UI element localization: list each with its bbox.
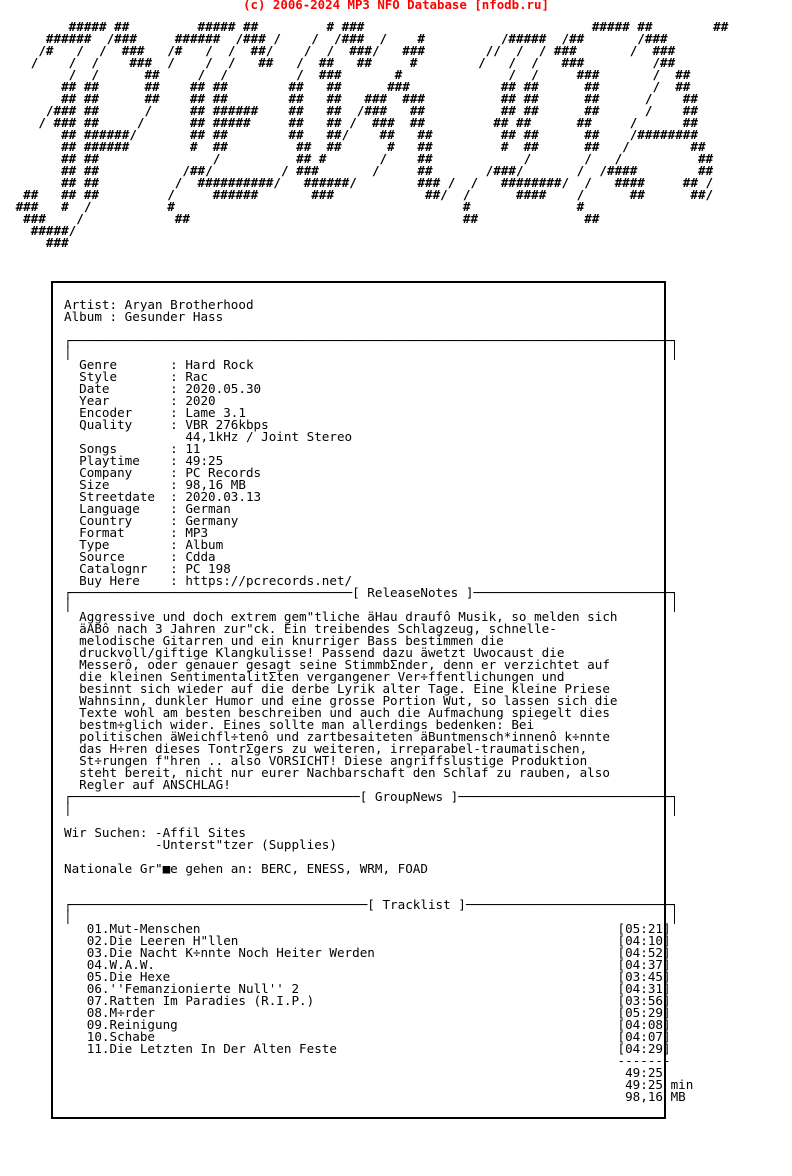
nfo-line: ┌──────────────────────────────────────[ GroupNews ]────────────────────────────┐: [64, 789, 679, 804]
nfo-line: Style : Rac: [64, 369, 209, 384]
nfo-line: 49:25 min: [64, 1077, 694, 1092]
nfo-line: ┌───────────────────────────────────────────────────────────────────────────────┐: [64, 333, 679, 348]
nfo-line: │ │: [64, 597, 679, 612]
logo-art-line: ## ## / ##########/ ######/ ### / / ########/ / #### ## /: [8, 175, 714, 190]
nfo-line: äABô nach 3 Jahren zur"ck. Ein treibendes Schlagzeug, schnelle-: [64, 621, 557, 636]
logo-art-line: /# / / ### /# / / ##/ / / ###/ ### // / / ### / ###: [8, 43, 676, 58]
logo-art-line: ###: [8, 235, 69, 250]
logo-art-line: ## ## ## ## ## ## ## ### ### ## ## ## / ##: [8, 91, 698, 106]
nfo-line: Wahnsinn, dunkler Humor und eine grosse Portion Wut, so lassen sich die: [64, 693, 618, 708]
nfo-line: Messerô, oder genauer gesagt seine StimmbΣnder, denn er verzichtet auf: [64, 657, 610, 672]
logo-art-line: ## ###### # ## ## ## # ## # ## ## / ##: [8, 139, 706, 154]
nfo-line: melodische Gitarren und ein knurriger Bass bestimmen die: [64, 633, 504, 648]
nfo-line: Artist: Aryan Brotherhood: [64, 297, 254, 312]
nfo-line: 98,16 MB: [64, 1089, 686, 1104]
nfo-line: │ │: [64, 345, 679, 360]
nfo-line: Wir Suchen: -Affil Sites: [64, 825, 246, 840]
nfo-line: Language : German: [64, 501, 231, 516]
nfo-line: die kleinen SentimentalitΣten vergangener Ver÷ffentlichungen und: [64, 669, 565, 684]
nfo-line: 49:25: [64, 1065, 663, 1080]
site-credit: (c) 2006-2024 MP3 NFO Database [nfodb.ru]: [243, 0, 549, 12]
nfo-line: Texte wohl am besten beschreiben und auch die Aufmachung spiegelt dies: [64, 705, 610, 720]
logo-art-line: ## ## / ## # / ## / / / ##: [8, 151, 714, 166]
nfo-line: 04.W.A.W. [04:37]: [64, 957, 671, 972]
nfo-line: 44,1kHz / Joint Stereo: [64, 429, 353, 444]
logo-art-line: / / ## / / / ### # / / ### / ##: [8, 67, 691, 82]
nfo-line: St÷rungen f"hren .. also VORSICHT! Diese angriffslustige Produktion: [64, 753, 588, 768]
nfo-line: 06.''Femanzionierte Null'' 2 [04:31]: [64, 981, 671, 996]
nfo-line: Source : Cdda: [64, 549, 216, 564]
nfo-line: Date : 2020.05.30: [64, 381, 262, 396]
nfo-line: Regler auf ANSCHLAG!: [64, 777, 231, 792]
nfo-line: besinnt sich wieder auf die derbe Lyrik alter Tage. Eine kleine Priese: [64, 681, 610, 696]
logo-art-line: ### # / # # #: [8, 199, 585, 214]
nfo-line: 10.Schabe [04:07]: [64, 1029, 671, 1044]
nfo-line: 08.M÷rder [05:29]: [64, 1005, 671, 1020]
nfo-line: bestm÷glich wider. Eines sollte man allerdings bedenken: Bei: [64, 717, 535, 732]
logo-art-line: ##### ## ##### ## # ### ##### ## ##: [8, 19, 729, 34]
nfo-line: Genre : Hard Rock: [64, 357, 254, 372]
nfo-line: ┌───────────────────────────────────────[ Tracklist ]───────────────────────────┐: [64, 897, 679, 912]
nfo-line: -------: [64, 1053, 671, 1068]
nfo-text: [64, 299, 693, 1103]
nfo-line: Playtime : 49:25: [64, 453, 224, 468]
nfo-line: Buy Here : https://pcrecords.net/: [64, 573, 353, 588]
nfo-line: Encoder : Lame 3.1: [64, 405, 246, 420]
nfo-line: Quality : VBR 276kbps: [64, 417, 269, 432]
logo-art-line: / / / ### / / / ## / ## ## # / / / ### /##: [8, 55, 676, 70]
nfo-line: Streetdate : 2020.03.13: [64, 489, 262, 504]
logo-art-line: #####/: [8, 223, 77, 238]
nfo-line: 02.Die Leeren H"llen [04:10]: [64, 933, 671, 948]
nfo-line: 03.Die Nacht K÷nnte Noch Heiter Werden [04:52]: [64, 945, 671, 960]
nfo-line: 11.Die Letzten In Der Alten Feste [04:29]: [64, 1041, 671, 1056]
nfo-line: Type : Album: [64, 537, 224, 552]
nfo-line: │ │: [64, 909, 679, 924]
logo-art-line: ## ######/ ## ## ## ##/ ## ## ## ## ## /########: [8, 127, 698, 142]
logo-art-line: ## ## ## / ###### ### ##/ / #### / ## ##/: [8, 187, 714, 202]
nfo-line: steht bereit, nicht nur eurer Nachbarschaft den Schlaf zu rauben, also: [64, 765, 610, 780]
logo-art-line: ### / ## ## ##: [8, 211, 600, 226]
nfo-line: druckvoll/giftige Klangkulisse! Passend dazu äwetzt Uwocaust die: [64, 645, 565, 660]
logo-art-line: ###### /### ###### /### / / /### / # /##### /## /###: [8, 31, 668, 46]
nfo-line: Songs : 11: [64, 441, 201, 456]
nfo-line: 05.Die Hexe [03:45]: [64, 969, 671, 984]
nfo-line: │ │: [64, 801, 679, 816]
nfo-line: Catalognr : PC 198: [64, 561, 231, 576]
nfo-line: 07.Ratten Im Paradies (R.I.P.) [03:56]: [64, 993, 671, 1008]
nfo-line: politischen äWeichfl÷tenô und zartbesaiteten äBuntmensch*innenô k÷nnte: [64, 729, 610, 744]
nfo-line: Year : 2020: [64, 393, 216, 408]
nfo-line: Country : Germany: [64, 513, 239, 528]
nfo-line: Format : MP3: [64, 525, 209, 540]
nfo-line: Album : Gesunder Hass: [64, 309, 224, 324]
nfo-line: Company : PC Records: [64, 465, 262, 480]
nfo-line: Aggressive und doch extrem gem"tliche äHau draufô Musik, so melden sich: [64, 609, 618, 624]
logo-art-line: ## ## /##/ / ### / ## /###/ / /#### ##: [8, 163, 714, 178]
ascii-art-logo: [8, 21, 728, 249]
nfo-line: -Unterst"tzer (Supplies): [64, 837, 337, 852]
nfo-line: ┌─────────────────────────────────────[ ReleaseNotes ]──────────────────────────┐: [64, 585, 679, 600]
nfo-line: 01.Mut-Menschen [05:21]: [64, 921, 671, 936]
nfo-line: 09.Reinigung [04:08]: [64, 1017, 671, 1032]
nfo-line: Size : 98,16 MB: [64, 477, 246, 492]
logo-art-line: ## ## ## ## ## ## ## ### ## ## ## / ##: [8, 79, 691, 94]
logo-art-line: /### ## / ## ###### ## ## /### ## ## ## ## / ##: [8, 103, 698, 118]
nfo-line: das H÷ren dieses TontrΣgers zu weiteren, irreparabel-traumatischen,: [64, 741, 588, 756]
nfo-line: Nationale Gr"■e gehen an: BERC, ENESS, WRM, FOAD: [64, 861, 428, 876]
logo-art-line: / ### ## / ## ##### ## ## / ### ## ## ## ## / ##: [8, 115, 698, 130]
